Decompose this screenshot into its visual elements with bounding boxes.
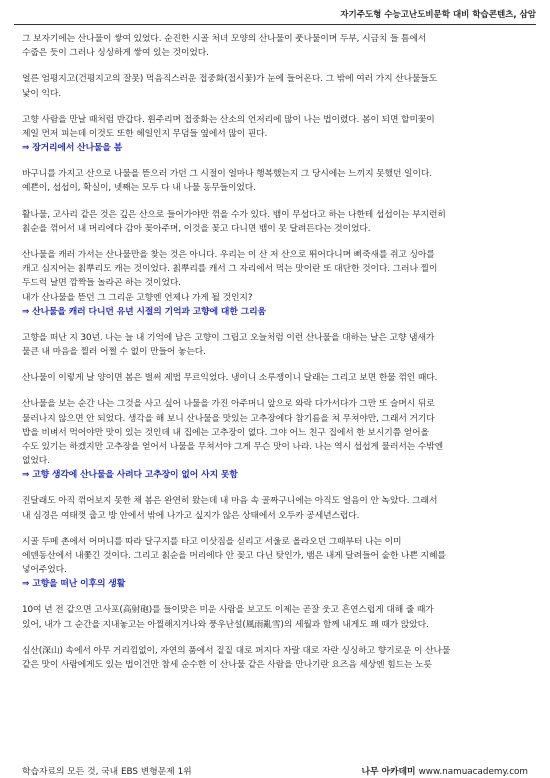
summary-note: ⇒ 장거리에서 산나물을 봄 xyxy=(22,143,123,154)
summary-note: ⇒ 고향 생각에 산나물을 사려다 고추장이 없어 사지 못함 xyxy=(22,470,238,481)
paragraph-line: 내 심경은 여태껏 춥고 방 안에서 밖에 나가고 싶지가 않은 상태에서 오두카 공세년스럽다. xyxy=(22,510,360,521)
paragraph-line: 얼른 엄평지고(건평지고의 잘못) 먹음직스러운 접중화(접시꽃)가 눈에 들어온다. 그 밖에 여러 가지 산나물들도 xyxy=(22,74,438,85)
paragraph-line: 활나물, 고사리 같은 것은 깊은 산으로 들어가야만 꺾을 수가 있다. 뱀이 무섭다고 하는 나한테 섭섭이는 부지런히 xyxy=(22,209,446,220)
paragraph xyxy=(22,535,528,592)
footer-url: www.namuacademy.com xyxy=(418,767,528,777)
paragraph-line: 바구니를 가지고 산으로 나물을 뜯으러 가던 그 시절이 얼마나 행복했는지 그 당시에는 느끼지 못했던 일이다. xyxy=(22,169,432,180)
paragraph-line: 있어, 내가 그 순간을 지내놓고는 아찔해지거나와 풍우난설(風雨亂雪)의 세월과 함께 내게도 꽤 때가 앉았다. xyxy=(22,619,429,630)
paragraph-line: 없었다. xyxy=(22,456,50,467)
document-body xyxy=(22,32,528,684)
footer-brand-name: 나무 아카데미 xyxy=(361,767,416,777)
paragraph-line: 예쁜이, 섭섭이, 확실이, 넷째는 모두 다 내 나물 동무들이었다. xyxy=(22,183,256,194)
paragraph-line: 수도 있기는 하겠지만 고추장을 얻어서 나물을 무쳐서야 그게 무슨 맛이 나라. 나는 역시 섭섭게 물러서는 수밖엔 xyxy=(22,442,444,453)
paragraph-line: 밥을 비벼서 먹어야만 맛이 있는 것인데 내 집에는 고추장이 없다. 그야 어느 친구 집에서 한 보시기쯤 얻어올 xyxy=(22,427,429,438)
summary-note: ⇒ 산나물을 캐러 다니던 유년 시절의 기억과 고향에 대한 그리움 xyxy=(22,306,266,317)
paragraph-line: 두드럭 날면 깜짝들 놀라곤 하는 것이었다. xyxy=(22,278,181,289)
paragraph-line: 산나물이 이렇게 날 양이면 봄은 벌써 제법 무르익었다. 냉이니 소루쟁이니 달래는 그리고 보면 한물 꺾인 때다. xyxy=(22,373,438,384)
paragraph-line: 수줍은 듯이 그러나 싱싱하게 쌓여 있는 것이었다. xyxy=(22,48,209,59)
paragraph xyxy=(22,397,528,482)
paragraph-line: 그 보자기에는 산나물이 쌓여 있었다. 순진한 시골 처녀 모양의 산나물이 풋나물이며 두부, 시금치 들 틈에서 xyxy=(22,34,427,44)
paragraph xyxy=(22,248,528,319)
footer-slogan: 학습자료의 모든 것, 국내 EBS 변형문제 1위 xyxy=(22,767,192,777)
paragraph-line: 산나물을 보는 순간 나는 그것을 사고 싶어 나물을 가진 아주머니 앞으로 와락 다가서다가 그만 또 슬며시 뒤로 xyxy=(22,399,435,410)
paragraph xyxy=(22,603,528,631)
paragraph-line: 같은 맛이 사람에게도 있는 법이건만 참세 순수한 이 산나물 같은 사람을 만나기란 요즈음 세상엔 힘드는 노릇 xyxy=(22,660,432,671)
summary-note: ⇒ 고향을 떠난 이후의 생활 xyxy=(22,579,126,590)
paragraph-line: 심산(深山) 속에서 아무 거리낌없이, 자연의 품에서 짙짙 대로 퍼지다 자랄 대로 자란 싱싱하고 향기로운 이 산나물 xyxy=(22,645,451,656)
paragraph xyxy=(22,494,528,522)
paragraph-line: 넣어주었다. xyxy=(22,565,67,576)
paragraph xyxy=(22,32,528,60)
paragraph xyxy=(22,371,528,385)
paragraph xyxy=(22,644,528,672)
footer-brand xyxy=(361,764,528,777)
paragraph-line: 시골 두메 촌에서 어머니를 따라 달구지를 타고 이삿짐을 싣리고 서울로 올라오던 그때부터 나는 이미 xyxy=(22,536,402,547)
paragraph-line: 진달래도 아직 꺾어보지 못한 채 봄은 완연히 왔는데 내 마음 속 골짜구니에는 아직도 얼음이 안 녹았다. 그래서 xyxy=(22,496,438,507)
paragraph-line: 물큰 내 마음을 찔러 어쩔 수 없이 만들어 놓는다. xyxy=(22,347,206,358)
header-divider xyxy=(14,24,536,25)
paragraph-line: 산나물을 캐러 가서는 산나물만을 찾는 것은 아니다. 우리는 이 산 저 산으로 뛰어다니며 삐죽새를 쥐고 싱아를 xyxy=(22,250,435,261)
paragraph-line: 내가 산나물을 뜯던 그 그리운 고향엔 언제나 가게 될 것인지? xyxy=(22,292,253,303)
paragraph xyxy=(22,208,528,236)
paragraph-line: 10여 년 전 같으면 고사포(高射砲)를 들이맞은 미운 사람을 보고도 이제는 곧잘 웃고 흔연스럽게 대해 줄 때가 xyxy=(22,605,434,616)
paragraph-line: 고향을 떠난 지 30년. 나는 늘 내 기억에 남은 고향이 그립고 오늘처럼 이런 산나물을 대하는 날은 고향 냄새가 xyxy=(22,332,435,343)
paragraph-line: 낯이 익다. xyxy=(22,88,61,99)
paragraph-line: 캐고 심지어는 칡뿌리도 캐는 것이었다. 칡뿌리를 캐서 그 자리에서 먹는 맛이란 또 대단한 것이다. 그러나 찔이 xyxy=(22,264,438,275)
paragraph xyxy=(22,331,528,359)
paragraph-line: 제일 먼저 피는데 이것도 또한 헤일인지 무덤들 옆에서 많이 핀다. xyxy=(22,129,268,140)
page-header-title: 자기주도형 수능고난도비문학 대비 학습콘텐츠, 삼암 xyxy=(340,10,536,20)
paragraph-line: 물러나지 않으면 안 되었다. 생각을 해 보니 산나물을 맛있는 고추장에다 참기름을 쳐 무쳐야만, 그래서 거기다 xyxy=(22,413,435,424)
paragraph-line: 칡순을 꺾어서 내 머리에다 감아 꽂아주며, 이것을 꽂고 다니면 뱀이 못 달려든다는 것이었다. xyxy=(22,223,371,234)
paragraph-line: 에덴동산에서 내쫓긴 것이다. 그리고 칡순을 머리에다 안 꽂고 다닌 탓인가, 뱀은 내게 달려들어 숱한 나쁜 지혜를 xyxy=(22,551,446,562)
paragraph-line: 고향 사람을 만날 때처럼 반갑다. 휜주리며 접중화는 산소의 언저리에 많이 나는 법이렸다. 봄이 되면 할미꽃이 xyxy=(22,114,435,125)
paragraph xyxy=(22,72,528,100)
paragraph xyxy=(22,167,528,195)
paragraph xyxy=(22,113,528,155)
